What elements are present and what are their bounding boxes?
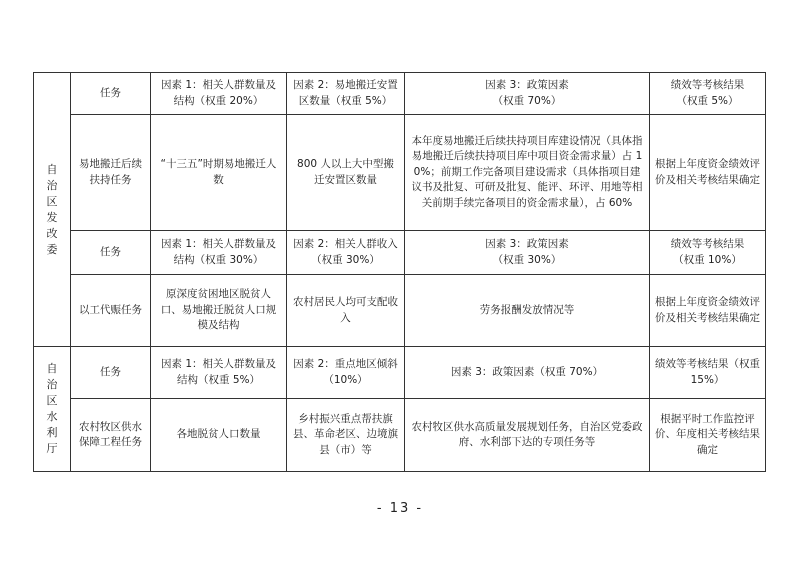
task-cell: 农村牧区供水保障工程任务 [71, 399, 151, 472]
allocation-factor-table [33, 72, 766, 472]
header-task: 任务 [71, 231, 151, 275]
header-factor3: 因素 3：政策因素 （权重 30%） [405, 231, 650, 275]
header-factor2: 因素 2：相关人群收入（权重 30%） [287, 231, 405, 275]
header-task: 任务 [71, 73, 151, 115]
factor1-cell: 各地脱贫人口数量 [151, 399, 287, 472]
header-factor2: 因素 2：重点地区倾斜（10%） [287, 347, 405, 399]
page-number: - 13 - [376, 501, 424, 516]
performance-cell: 根据平时工作监控评价、年度相关考核结果确定 [650, 399, 766, 472]
factor3-cell: 农村牧区供水高质量发展规划任务，自治区党委政府、水利部下达的专项任务等 [405, 399, 650, 472]
table-header-row [34, 347, 766, 399]
factor2-cell: 农村居民人均可支配收入 [287, 275, 405, 347]
table-header-row [34, 231, 766, 275]
table-row [34, 115, 766, 231]
header-factor1: 因素 1：相关人群数量及结构（权重 30%） [151, 231, 287, 275]
header-factor3: 因素 3：政策因素（权重 70%） [405, 347, 650, 399]
header-factor1: 因素 1：相关人群数量及结构（权重 5%） [151, 347, 287, 399]
factor2-cell: 800 人以上大中型搬迁安置区数量 [287, 115, 405, 231]
factor1-cell: “十三五”时期易地搬迁人数 [151, 115, 287, 231]
performance-cell: 根据上年度资金绩效评价及相关考核结果确定 [650, 275, 766, 347]
header-performance: 绩效等考核结果 （权重 10%） [650, 231, 766, 275]
header-performance: 绩效等考核结果 （权重 5%） [650, 73, 766, 115]
performance-cell: 根据上年度资金绩效评价及相关考核结果确定 [650, 115, 766, 231]
header-factor3: 因素 3：政策因素 （权重 70%） [405, 73, 650, 115]
factor3-cell: 劳务报酬发放情况等 [405, 275, 650, 347]
task-cell: 以工代赈任务 [71, 275, 151, 347]
department-cell: 自治区水利厅 [34, 347, 71, 472]
header-factor1: 因素 1：相关人群数量及结构（权重 20%） [151, 73, 287, 115]
header-task: 任务 [71, 347, 151, 399]
header-factor2: 因素 2：易地搬迁安置区数量（权重 5%） [287, 73, 405, 115]
factor2-cell: 乡村振兴重点帮扶旗县、革命老区、边境旗县（市）等 [287, 399, 405, 472]
table-row [34, 399, 766, 472]
table-row [34, 275, 766, 347]
header-performance: 绩效等考核结果（权重 15%） [650, 347, 766, 399]
department-cell: 自治区发改委 [34, 73, 71, 347]
task-cell: 易地搬迁后续扶持任务 [71, 115, 151, 231]
factor3-cell: 本年度易地搬迁后续扶持项目库建设情况（具体指易地搬迁后续扶持项目库中项目资金需求量）占 10%；前期工作完备项目建设需求（具体指项目建议书及批复、可研及批复、能评、环评、用地等相关前期手续完备项目的资金需求量），占 60% [405, 115, 650, 231]
factor1-cell: 原深度贫困地区脱贫人口、易地搬迁脱贫人口规模及结构 [151, 275, 287, 347]
table-header-row [34, 73, 766, 115]
